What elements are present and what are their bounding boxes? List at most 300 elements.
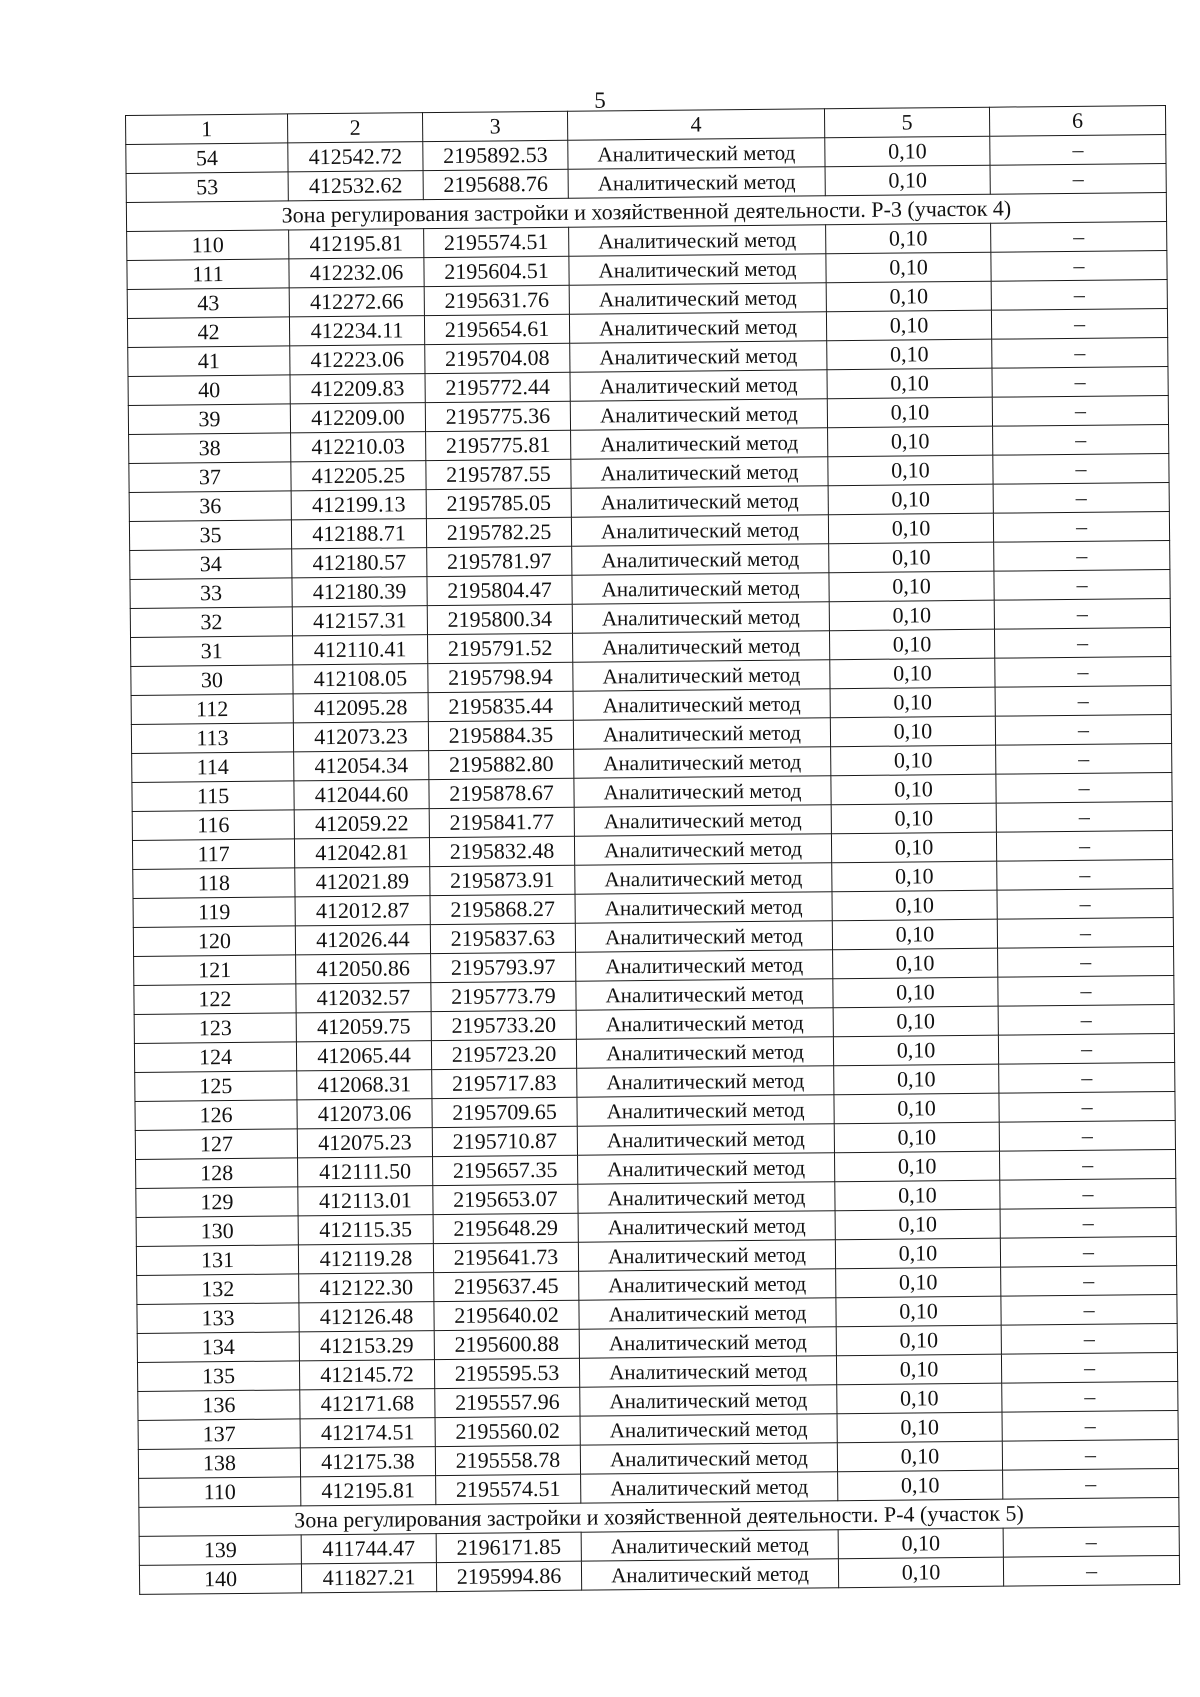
- accuracy-cell: 0,10: [837, 1441, 1002, 1472]
- y-coordinate-cell: 2195733.20: [431, 1010, 576, 1040]
- y-coordinate-cell: 2195717.83: [432, 1068, 577, 1098]
- point-number-cell: 114: [132, 752, 294, 783]
- point-number-cell: 41: [128, 346, 290, 377]
- column-header-6: 6: [989, 106, 1165, 137]
- note-cell: –: [991, 251, 1167, 282]
- x-coordinate-cell: 412122.30: [299, 1273, 434, 1303]
- accuracy-cell: 0,10: [826, 223, 991, 254]
- column-header-4: 4: [567, 109, 824, 140]
- accuracy-cell: 0,10: [834, 1064, 999, 1095]
- point-number-cell: 134: [137, 1332, 299, 1363]
- y-coordinate-cell: 2195787.55: [426, 459, 571, 489]
- table-body: [126, 106, 1180, 1595]
- y-coordinate-cell: 2196171.85: [436, 1532, 581, 1562]
- note-cell: –: [1001, 1352, 1177, 1383]
- note-cell: –: [1001, 1265, 1177, 1296]
- point-number-cell: 42: [127, 317, 289, 348]
- method-cell: Аналитический метод: [580, 1385, 837, 1416]
- note-cell: –: [992, 395, 1168, 426]
- note-cell: –: [990, 164, 1166, 195]
- x-coordinate-cell: 412210.03: [291, 432, 426, 462]
- y-coordinate-cell: 2195657.35: [433, 1155, 578, 1185]
- accuracy-cell: 0,10: [831, 745, 996, 776]
- x-coordinate-cell: 412542.72: [288, 142, 423, 172]
- y-coordinate-cell: 2195873.91: [430, 865, 575, 895]
- point-number-cell: 124: [134, 1042, 296, 1073]
- accuracy-cell: 0,10: [833, 977, 998, 1008]
- method-cell: Аналитический метод: [568, 138, 825, 169]
- method-cell: Аналитический метод: [573, 718, 830, 749]
- y-coordinate-cell: 2195688.76: [423, 169, 568, 199]
- x-coordinate-cell: 412171.68: [300, 1389, 435, 1419]
- accuracy-cell: 0,10: [825, 136, 990, 167]
- point-number-cell: 38: [129, 433, 291, 464]
- method-cell: Аналитический метод: [572, 631, 829, 662]
- point-number-cell: 133: [137, 1303, 299, 1334]
- x-coordinate-cell: 412059.22: [294, 809, 429, 839]
- accuracy-cell: 0,10: [834, 1093, 999, 1124]
- accuracy-cell: 0,10: [829, 571, 994, 602]
- method-cell: Аналитический метод: [581, 1472, 838, 1503]
- method-cell: Аналитический метод: [572, 602, 829, 633]
- accuracy-cell: 0,10: [833, 1035, 998, 1066]
- accuracy-cell: 0,10: [830, 687, 995, 718]
- accuracy-cell: 0,10: [826, 281, 991, 312]
- x-coordinate-cell: 412175.38: [300, 1447, 435, 1477]
- y-coordinate-cell: 2195773.79: [431, 981, 576, 1011]
- x-coordinate-cell: 412113.01: [298, 1186, 433, 1216]
- accuracy-cell: 0,10: [835, 1238, 1000, 1269]
- y-coordinate-cell: 2195640.02: [434, 1300, 579, 1330]
- note-cell: –: [1002, 1439, 1178, 1470]
- y-coordinate-cell: 2195709.65: [432, 1097, 577, 1127]
- y-coordinate-cell: 2195775.36: [425, 401, 570, 431]
- note-cell: –: [1003, 1468, 1179, 1499]
- method-cell: Аналитический метод: [571, 486, 828, 517]
- method-cell: Аналитический метод: [572, 544, 829, 575]
- x-coordinate-cell: 412209.00: [290, 403, 425, 433]
- accuracy-cell: 0,10: [829, 542, 994, 573]
- point-number-cell: 43: [127, 288, 289, 319]
- y-coordinate-cell: 2195791.52: [428, 633, 573, 663]
- method-cell: Аналитический метод: [574, 776, 831, 807]
- accuracy-cell: 0,10: [837, 1383, 1002, 1414]
- y-coordinate-cell: 2195574.51: [436, 1474, 581, 1504]
- accuracy-cell: 0,10: [838, 1557, 1003, 1588]
- x-coordinate-cell: 412119.28: [298, 1244, 433, 1274]
- point-number-cell: 110: [127, 230, 289, 261]
- method-cell: Аналитический метод: [570, 399, 827, 430]
- note-cell: –: [998, 975, 1174, 1006]
- note-cell: –: [999, 1091, 1175, 1122]
- note-cell: –: [993, 424, 1169, 455]
- accuracy-cell: 0,10: [830, 716, 995, 747]
- accuracy-cell: 0,10: [826, 310, 991, 341]
- accuracy-cell: 0,10: [831, 803, 996, 834]
- note-cell: –: [997, 917, 1173, 948]
- y-coordinate-cell: 2195723.20: [431, 1039, 576, 1069]
- accuracy-cell: 0,10: [838, 1528, 1003, 1559]
- note-cell: –: [990, 135, 1166, 166]
- method-cell: Аналитический метод: [578, 1211, 835, 1242]
- point-number-cell: 127: [135, 1129, 297, 1160]
- y-coordinate-cell: 2195793.97: [431, 952, 576, 982]
- x-coordinate-cell: 412157.31: [292, 606, 427, 636]
- coordinates-table: [125, 105, 1180, 1595]
- method-cell: Аналитический метод: [576, 979, 833, 1010]
- point-number-cell: 137: [138, 1419, 300, 1450]
- x-coordinate-cell: 412073.06: [297, 1099, 432, 1129]
- column-header-3: 3: [422, 111, 567, 141]
- note-cell: –: [1003, 1555, 1179, 1586]
- point-number-cell: 119: [133, 897, 295, 928]
- point-number-cell: 135: [137, 1361, 299, 1392]
- y-coordinate-cell: 2195994.86: [436, 1561, 581, 1591]
- point-number-cell: 40: [128, 375, 290, 406]
- y-coordinate-cell: 2195835.44: [428, 691, 573, 721]
- method-cell: Аналитический метод: [575, 892, 832, 923]
- note-cell: –: [991, 280, 1167, 311]
- x-coordinate-cell: 412188.71: [291, 519, 426, 549]
- accuracy-cell: 0,10: [828, 455, 993, 486]
- y-coordinate-cell: 2195654.61: [424, 314, 569, 344]
- note-cell: –: [1002, 1381, 1178, 1412]
- method-cell: Аналитический метод: [575, 863, 832, 894]
- note-cell: –: [1003, 1526, 1179, 1557]
- x-coordinate-cell: 412115.35: [298, 1215, 433, 1245]
- accuracy-cell: 0,10: [827, 368, 992, 399]
- accuracy-cell: 0,10: [828, 426, 993, 457]
- point-number-cell: 139: [139, 1535, 301, 1566]
- accuracy-cell: 0,10: [833, 948, 998, 979]
- note-cell: –: [992, 338, 1168, 369]
- point-number-cell: 129: [136, 1187, 298, 1218]
- accuracy-cell: 0,10: [828, 513, 993, 544]
- y-coordinate-cell: 2195595.53: [434, 1358, 579, 1388]
- y-coordinate-cell: 2195600.88: [434, 1329, 579, 1359]
- y-coordinate-cell: 2195785.05: [426, 488, 571, 518]
- note-cell: –: [998, 1004, 1174, 1035]
- method-cell: Аналитический метод: [575, 921, 832, 952]
- page-number: 5: [594, 88, 606, 113]
- point-number-cell: 122: [134, 984, 296, 1015]
- zone-title: Зона регулирования застройки и хозяйственной деятельности. Р-4 (участок 5): [139, 1497, 1179, 1536]
- accuracy-cell: 0,10: [825, 165, 990, 196]
- y-coordinate-cell: 2195782.25: [426, 517, 571, 547]
- point-number-cell: 120: [133, 926, 295, 957]
- point-number-cell: 138: [138, 1448, 300, 1479]
- y-coordinate-cell: 2195631.76: [424, 285, 569, 315]
- y-coordinate-cell: 2195882.80: [429, 749, 574, 779]
- y-coordinate-cell: 2195868.27: [430, 894, 575, 924]
- method-cell: Аналитический метод: [573, 660, 830, 691]
- point-number-cell: 126: [135, 1100, 297, 1131]
- point-number-cell: 140: [139, 1564, 301, 1595]
- point-number-cell: 112: [131, 694, 293, 725]
- y-coordinate-cell: 2195557.96: [435, 1387, 580, 1417]
- x-coordinate-cell: 412232.06: [289, 258, 424, 288]
- method-cell: Аналитический метод: [579, 1269, 836, 1300]
- note-cell: –: [996, 801, 1172, 832]
- point-number-cell: 39: [128, 404, 290, 435]
- accuracy-cell: 0,10: [829, 600, 994, 631]
- point-number-cell: 121: [134, 955, 296, 986]
- note-cell: –: [997, 859, 1173, 890]
- note-cell: –: [994, 627, 1170, 658]
- method-cell: Аналитический метод: [578, 1240, 835, 1271]
- note-cell: –: [995, 685, 1171, 716]
- x-coordinate-cell: 412065.44: [296, 1041, 431, 1071]
- note-cell: –: [999, 1149, 1175, 1180]
- y-coordinate-cell: 2195775.81: [426, 430, 571, 460]
- y-coordinate-cell: 2195841.77: [429, 807, 574, 837]
- note-cell: –: [993, 511, 1169, 542]
- y-coordinate-cell: 2195641.73: [433, 1242, 578, 1272]
- note-cell: –: [993, 453, 1169, 484]
- column-header-5: 5: [824, 107, 989, 138]
- method-cell: Аналитический метод: [578, 1153, 835, 1184]
- note-cell: –: [999, 1120, 1175, 1151]
- accuracy-cell: 0,10: [827, 339, 992, 370]
- method-cell: Аналитический метод: [580, 1443, 837, 1474]
- accuracy-cell: 0,10: [832, 919, 997, 950]
- y-coordinate-cell: 2195798.94: [428, 662, 573, 692]
- method-cell: Аналитический метод: [570, 341, 827, 372]
- x-coordinate-cell: 411744.47: [301, 1534, 436, 1564]
- y-coordinate-cell: 2195878.67: [429, 778, 574, 808]
- note-cell: –: [1000, 1207, 1176, 1238]
- point-number-cell: 125: [135, 1071, 297, 1102]
- method-cell: Аналитический метод: [576, 1008, 833, 1039]
- y-coordinate-cell: 2195837.63: [430, 923, 575, 953]
- y-coordinate-cell: 2195704.08: [425, 343, 570, 373]
- x-coordinate-cell: 412050.86: [296, 954, 431, 984]
- y-coordinate-cell: 2195604.51: [424, 256, 569, 286]
- method-cell: Аналитический метод: [579, 1298, 836, 1329]
- accuracy-cell: 0,10: [833, 1006, 998, 1037]
- method-cell: Аналитический метод: [577, 1095, 834, 1126]
- x-coordinate-cell: 412110.41: [293, 635, 428, 665]
- method-cell: Аналитический метод: [580, 1414, 837, 1445]
- x-coordinate-cell: 412075.23: [297, 1128, 432, 1158]
- method-cell: Аналитический метод: [574, 805, 831, 836]
- method-cell: Аналитический метод: [579, 1327, 836, 1358]
- method-cell: Аналитический метод: [576, 1037, 833, 1068]
- method-cell: Аналитический метод: [574, 747, 831, 778]
- x-coordinate-cell: 412111.50: [298, 1157, 433, 1187]
- note-cell: –: [991, 309, 1167, 340]
- x-coordinate-cell: 412145.72: [299, 1360, 434, 1390]
- point-number-cell: 110: [139, 1477, 301, 1508]
- note-cell: –: [1001, 1294, 1177, 1325]
- point-number-cell: 131: [136, 1245, 298, 1276]
- note-cell: –: [994, 598, 1170, 629]
- accuracy-cell: 0,10: [829, 629, 994, 660]
- point-number-cell: 30: [131, 665, 293, 696]
- accuracy-cell: 0,10: [834, 1151, 999, 1182]
- x-coordinate-cell: 412153.29: [299, 1331, 434, 1361]
- method-cell: Аналитический метод: [578, 1182, 835, 1213]
- column-header-2: 2: [287, 113, 422, 143]
- note-cell: –: [994, 540, 1170, 571]
- x-coordinate-cell: 412234.11: [289, 316, 424, 346]
- x-coordinate-cell: 412095.28: [293, 693, 428, 723]
- point-number-cell: 136: [138, 1390, 300, 1421]
- y-coordinate-cell: 2195574.51: [424, 227, 569, 257]
- x-coordinate-cell: 412532.62: [288, 171, 423, 201]
- point-number-cell: 113: [131, 723, 293, 754]
- x-coordinate-cell: 412195.81: [289, 229, 424, 259]
- point-number-cell: 115: [132, 781, 294, 812]
- note-cell: –: [995, 656, 1171, 687]
- point-number-cell: 35: [129, 520, 291, 551]
- accuracy-cell: 0,10: [838, 1470, 1003, 1501]
- point-number-cell: 118: [133, 868, 295, 899]
- accuracy-cell: 0,10: [831, 774, 996, 805]
- point-number-cell: 31: [131, 636, 293, 667]
- y-coordinate-cell: 2195558.78: [435, 1445, 580, 1475]
- y-coordinate-cell: 2195892.53: [423, 140, 568, 170]
- note-cell: –: [996, 830, 1172, 861]
- accuracy-cell: 0,10: [836, 1325, 1001, 1356]
- x-coordinate-cell: 412180.39: [292, 577, 427, 607]
- zone-title: Зона регулирования застройки и хозяйственной деятельности. Р-3 (участок 4): [126, 193, 1166, 232]
- x-coordinate-cell: 412068.31: [297, 1070, 432, 1100]
- note-cell: –: [1000, 1178, 1176, 1209]
- y-coordinate-cell: 2195884.35: [428, 720, 573, 750]
- x-coordinate-cell: 412180.57: [292, 548, 427, 578]
- note-cell: –: [994, 569, 1170, 600]
- method-cell: Аналитический метод: [574, 834, 831, 865]
- note-cell: –: [993, 482, 1169, 513]
- y-coordinate-cell: 2195648.29: [433, 1213, 578, 1243]
- x-coordinate-cell: 412044.60: [294, 780, 429, 810]
- note-cell: –: [999, 1062, 1175, 1093]
- x-coordinate-cell: 412073.23: [293, 722, 428, 752]
- x-coordinate-cell: 412054.34: [294, 751, 429, 781]
- accuracy-cell: 0,10: [828, 484, 993, 515]
- x-coordinate-cell: 412108.05: [293, 664, 428, 694]
- note-cell: –: [991, 222, 1167, 253]
- accuracy-cell: 0,10: [836, 1267, 1001, 1298]
- y-coordinate-cell: 2195772.44: [425, 372, 570, 402]
- method-cell: Аналитический метод: [570, 370, 827, 401]
- accuracy-cell: 0,10: [826, 252, 991, 283]
- y-coordinate-cell: 2195804.47: [427, 575, 572, 605]
- y-coordinate-cell: 2195800.34: [427, 604, 572, 634]
- method-cell: Аналитический метод: [572, 573, 829, 604]
- column-header-1: 1: [126, 114, 288, 145]
- x-coordinate-cell: 412199.13: [291, 490, 426, 520]
- method-cell: Аналитический метод: [579, 1356, 836, 1387]
- point-number-cell: 123: [134, 1013, 296, 1044]
- accuracy-cell: 0,10: [827, 397, 992, 428]
- x-coordinate-cell: 412042.81: [294, 838, 429, 868]
- accuracy-cell: 0,10: [830, 658, 995, 689]
- accuracy-cell: 0,10: [832, 861, 997, 892]
- x-coordinate-cell: 412026.44: [295, 925, 430, 955]
- point-number-cell: 111: [127, 259, 289, 290]
- y-coordinate-cell: 2195710.87: [432, 1126, 577, 1156]
- accuracy-cell: 0,10: [831, 832, 996, 863]
- method-cell: Аналитический метод: [569, 312, 826, 343]
- accuracy-cell: 0,10: [835, 1209, 1000, 1240]
- point-number-cell: 32: [130, 607, 292, 638]
- x-coordinate-cell: 412223.06: [290, 345, 425, 375]
- point-number-cell: 33: [130, 578, 292, 609]
- method-cell: Аналитический метод: [569, 254, 826, 285]
- method-cell: Аналитический метод: [569, 283, 826, 314]
- point-number-cell: 116: [132, 810, 294, 841]
- y-coordinate-cell: 2195653.07: [433, 1184, 578, 1214]
- note-cell: –: [992, 367, 1168, 398]
- note-cell: –: [998, 946, 1174, 977]
- method-cell: Аналитический метод: [577, 1066, 834, 1097]
- note-cell: –: [997, 888, 1173, 919]
- method-cell: Аналитический метод: [571, 457, 828, 488]
- method-cell: Аналитический метод: [571, 428, 828, 459]
- coordinates-table-wrapper: [125, 105, 1179, 1595]
- method-cell: Аналитический метод: [576, 950, 833, 981]
- y-coordinate-cell: 2195637.45: [434, 1271, 579, 1301]
- note-cell: –: [998, 1033, 1174, 1064]
- x-coordinate-cell: 412174.51: [300, 1418, 435, 1448]
- x-coordinate-cell: 412021.89: [295, 867, 430, 897]
- point-number-cell: 132: [137, 1274, 299, 1305]
- accuracy-cell: 0,10: [834, 1122, 999, 1153]
- point-number-cell: 128: [136, 1158, 298, 1189]
- x-coordinate-cell: 412032.57: [296, 983, 431, 1013]
- note-cell: –: [1002, 1410, 1178, 1441]
- x-coordinate-cell: 411827.21: [301, 1563, 436, 1593]
- y-coordinate-cell: 2195781.97: [427, 546, 572, 576]
- x-coordinate-cell: 412209.83: [290, 374, 425, 404]
- y-coordinate-cell: 2195832.48: [429, 836, 574, 866]
- point-number-cell: 117: [132, 839, 294, 870]
- method-cell: Аналитический метод: [581, 1530, 838, 1561]
- point-number-cell: 37: [129, 462, 291, 493]
- x-coordinate-cell: 412205.25: [291, 461, 426, 491]
- method-cell: Аналитический метод: [571, 515, 828, 546]
- method-cell: Аналитический метод: [573, 689, 830, 720]
- accuracy-cell: 0,10: [835, 1180, 1000, 1211]
- accuracy-cell: 0,10: [832, 890, 997, 921]
- x-coordinate-cell: 412126.48: [299, 1302, 434, 1332]
- point-number-cell: 54: [126, 143, 288, 174]
- method-cell: Аналитический метод: [577, 1124, 834, 1155]
- point-number-cell: 34: [130, 549, 292, 580]
- method-cell: Аналитический метод: [581, 1559, 838, 1590]
- note-cell: –: [996, 772, 1172, 803]
- accuracy-cell: 0,10: [837, 1412, 1002, 1443]
- point-number-cell: 53: [126, 172, 288, 203]
- accuracy-cell: 0,10: [836, 1354, 1001, 1385]
- x-coordinate-cell: 412012.87: [295, 896, 430, 926]
- note-cell: –: [996, 743, 1172, 774]
- point-number-cell: 36: [129, 491, 291, 522]
- point-number-cell: 130: [136, 1216, 298, 1247]
- note-cell: –: [995, 714, 1171, 745]
- method-cell: Аналитический метод: [569, 225, 826, 256]
- note-cell: –: [1000, 1236, 1176, 1267]
- accuracy-cell: 0,10: [836, 1296, 1001, 1327]
- x-coordinate-cell: 412272.66: [289, 287, 424, 317]
- method-cell: Аналитический метод: [568, 167, 825, 198]
- x-coordinate-cell: 412059.75: [296, 1012, 431, 1042]
- y-coordinate-cell: 2195560.02: [435, 1416, 580, 1446]
- note-cell: –: [1001, 1323, 1177, 1354]
- x-coordinate-cell: 412195.81: [301, 1476, 436, 1506]
